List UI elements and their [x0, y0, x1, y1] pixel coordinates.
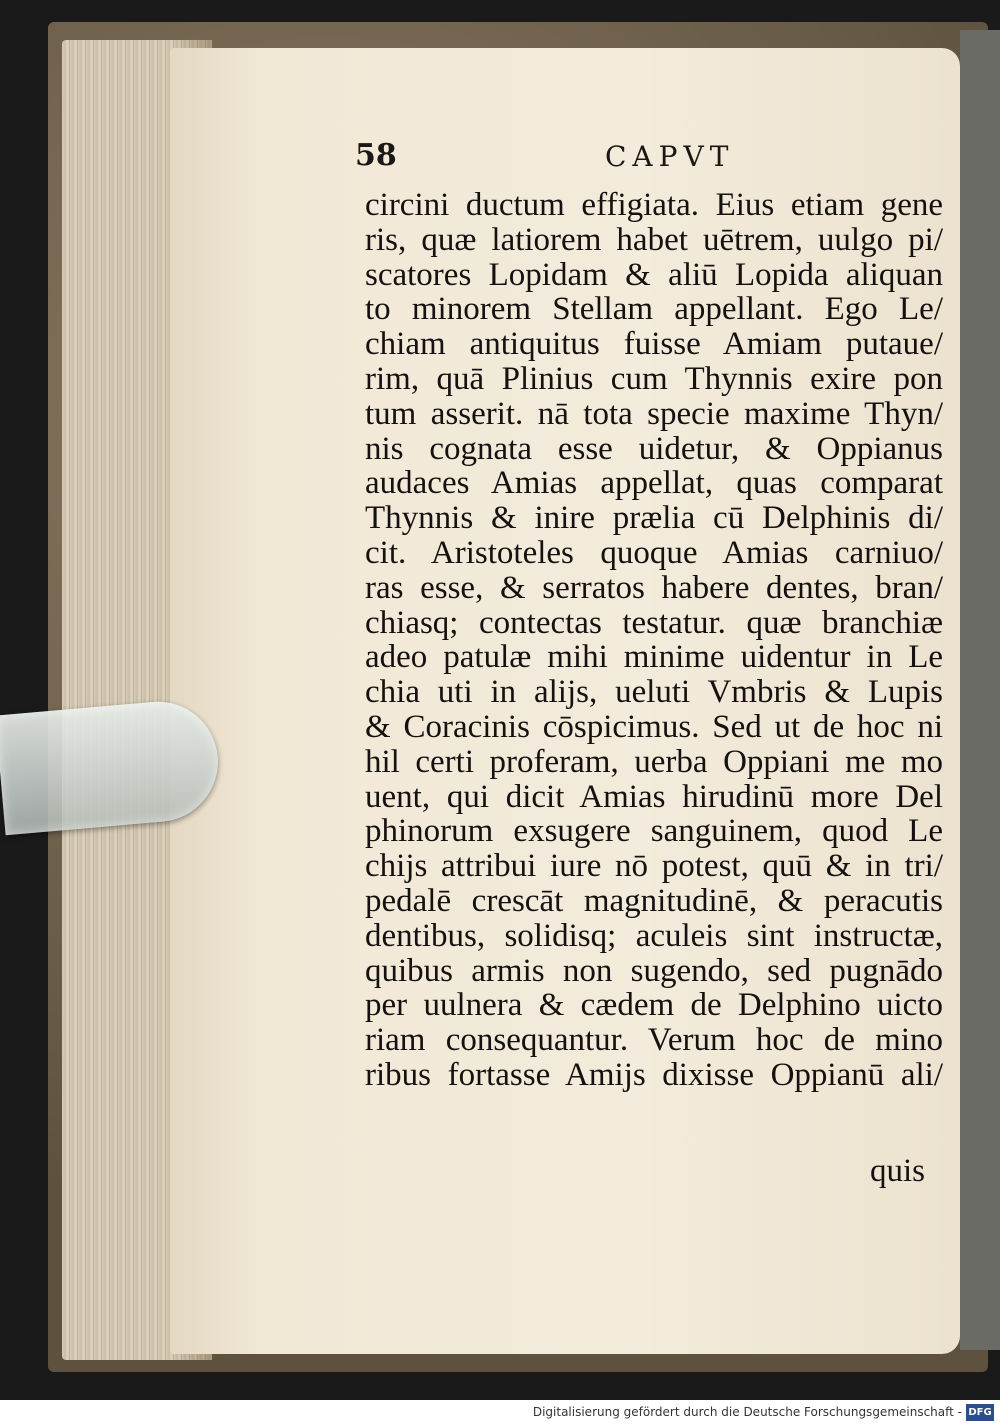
text-line: phinorum exsugere sanguinem, quod Le	[365, 814, 943, 850]
text-line: chiasq; contectas testatur. quæ branchiæ	[365, 605, 943, 641]
text-line: scatores Lopidam & aliū Lopida aliquan	[365, 257, 943, 293]
text-line: quibus armis non sugendo, sed pugnādo	[365, 953, 943, 989]
text-line: ris, quæ latiorem habet uētrem, uulgo pi/	[365, 222, 943, 258]
book-cover-edge	[960, 30, 1000, 1350]
text-line: Thynnis & inire prælia cū Delphinis di/	[365, 501, 943, 536]
text-line: chijs attribui iure nō potest, quū & in tri/	[365, 849, 943, 884]
catchword: quis	[870, 1153, 926, 1189]
text-line: riam consequantur. Verum hoc de mino	[365, 1023, 943, 1058]
text-line: dentibus, solidisq; aculeis sint instructæ,	[365, 918, 943, 954]
text-line: cit. Aristoteles quoque Amias carniuo/	[365, 535, 943, 571]
text-line: uent, qui dicit Amias hirudinū more Del	[365, 779, 943, 815]
dfg-logo[interactable]: DFG	[966, 1404, 994, 1421]
text-line: pedalē crescāt magnitudinē, & peracutis	[365, 883, 943, 919]
footer-bar	[0, 1400, 1000, 1426]
text-line: tum asserit. nā tota specie maxime Thyn/	[365, 396, 943, 432]
text-line: ras esse, & serratos habere dentes, bran/	[365, 570, 943, 606]
text-line: nis cognata esse uidetur, & Oppianus	[365, 431, 943, 467]
text-line: rim, quā Plinius cum Thynnis exire pon	[365, 361, 943, 397]
text-line: chia uti in alijs, ueluti Vmbris & Lupis	[365, 675, 943, 710]
text-block	[365, 188, 943, 1093]
text-line: ribus fortasse Amijs dixisse Oppianū ali/	[365, 1057, 943, 1093]
page-number: 58	[355, 138, 397, 173]
text-line: adeo patulæ mihi minime uidentur in Le	[365, 640, 943, 676]
text-line: per uulnera & cædem de Delphino uicto	[365, 988, 943, 1024]
text-line: & Coracinis cōspicimus. Sed ut de hoc ni	[365, 709, 943, 745]
text-line: audaces Amias appellat, quas comparat	[365, 466, 943, 502]
text-line: hil certi proferam, uerba Oppiani me mo	[365, 744, 943, 780]
running-head: CAPVT	[605, 140, 735, 173]
text-line: circini ductum effigiata. Eius etiam gene	[365, 188, 943, 223]
page-header	[355, 138, 755, 178]
footer-credit: Digitalisierung gefördert durch die Deutsche Forschungsgemeinschaft -	[532, 1405, 962, 1419]
text-line: chiam antiquitus fuisse Amiam putaue/	[365, 327, 943, 362]
text-line: to minorem Stellam appellant. Ego Le/	[365, 292, 943, 328]
